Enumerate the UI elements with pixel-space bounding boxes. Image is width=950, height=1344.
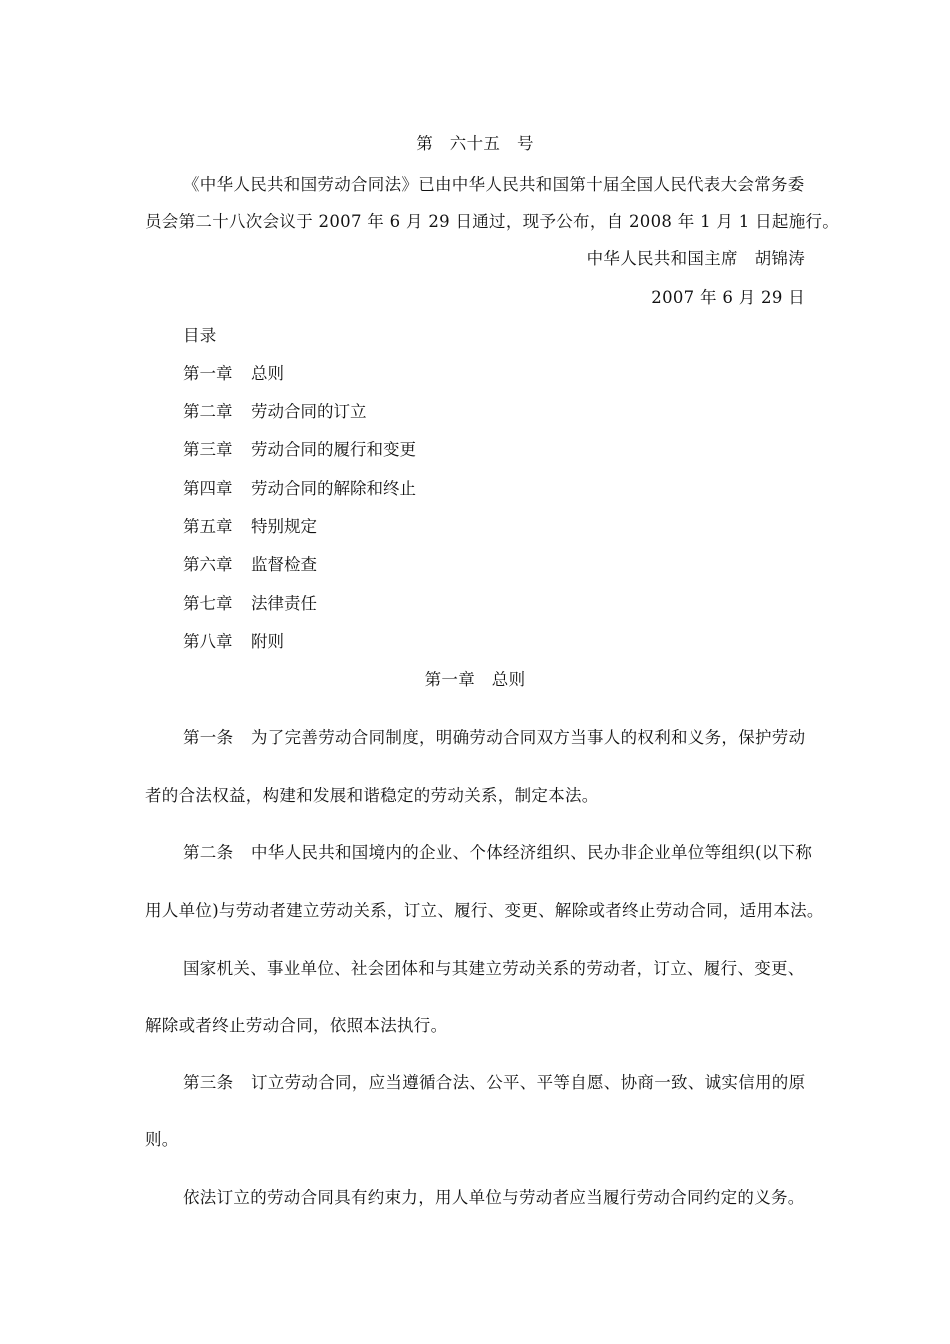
article-1-line-1 <box>183 728 805 748</box>
article-2-line-2: 用人单位)与劳动者建立劳动关系，订立、履行、变更、解除或者终止劳动合同，适用本法。 <box>145 901 824 920</box>
toc-item <box>183 555 317 575</box>
article-label: 第二条 <box>183 843 234 862</box>
chapter-heading: 第一章 总则 <box>424 670 526 689</box>
signatory: 中华人民共和国主席 胡锦涛 <box>586 249 805 268</box>
announcement-line-1: 《中华人民共和国劳动合同法》已由中华人民共和国第十届全国人民代表大会常务委 <box>183 175 805 194</box>
article-3-line-2: 则。 <box>145 1130 179 1149</box>
article-label: 第一条 <box>183 728 234 747</box>
toc-chapter-number: 第四章 <box>183 479 233 498</box>
toc-chapter-name: 劳动合同的履行和变更 <box>251 440 416 459</box>
article-3-para-2-line-1: 依法订立的劳动合同具有约束力，用人单位与劳动者应当履行劳动合同约定的义务。 <box>183 1188 805 1207</box>
toc-chapter-number: 第五章 <box>183 517 233 536</box>
toc-chapter-name: 总则 <box>251 364 284 383</box>
article-text: 为了完善劳动合同制度，明确劳动合同双方当事人的权利和义务，保护劳动 <box>251 728 806 747</box>
decree-date: 2007 年 6 月 29 日 <box>651 288 805 307</box>
announcement-line-2: 员会第二十八次会议于 2007 年 6 月 29 日通过，现予公布，自 2008 年 1 月 1 日起施行。 <box>145 212 840 231</box>
toc-chapter-number: 第一章 <box>183 364 233 383</box>
toc-chapter-name: 劳动合同的订立 <box>251 402 367 421</box>
article-2-para-2-line-2: 解除或者终止劳动合同，依照本法执行。 <box>145 1016 448 1035</box>
toc-item <box>183 479 416 499</box>
toc-chapter-number: 第六章 <box>183 555 233 574</box>
article-1-line-2: 者的合法权益，构建和发展和谐稳定的劳动关系，制定本法。 <box>145 786 599 805</box>
toc-chapter-name: 监督检查 <box>251 555 317 574</box>
article-text: 订立劳动合同，应当遵循合法、公平、平等自愿、协商一致、诚实信用的原 <box>251 1073 806 1092</box>
toc-chapter-number: 第七章 <box>183 594 233 613</box>
toc-item <box>183 594 317 614</box>
article-3-line-1 <box>183 1073 805 1093</box>
toc-item <box>183 632 284 652</box>
toc-item <box>183 517 317 537</box>
article-2-line-1 <box>183 843 812 863</box>
article-text: 中华人民共和国境内的企业、个体经济组织、民办非企业单位等组织(以下称 <box>251 843 813 862</box>
toc-chapter-number: 第二章 <box>183 402 233 421</box>
toc-title: 目录 <box>183 326 217 345</box>
toc-chapter-name: 劳动合同的解除和终止 <box>251 479 416 498</box>
article-label: 第三条 <box>183 1073 234 1092</box>
toc-chapter-name: 法律责任 <box>251 594 317 613</box>
toc-chapter-name: 特别规定 <box>251 517 317 536</box>
toc-item <box>183 364 284 384</box>
toc-chapter-number: 第三章 <box>183 440 233 459</box>
article-2-para-2-line-1: 国家机关、事业单位、社会团体和与其建立劳动关系的劳动者，订立、履行、变更、 <box>183 959 805 978</box>
toc-chapter-number: 第八章 <box>183 632 233 651</box>
decree-number: 第 六十五 号 <box>416 134 534 153</box>
toc-chapter-name: 附则 <box>251 632 284 651</box>
toc-item <box>183 402 367 422</box>
toc-item <box>183 440 416 460</box>
